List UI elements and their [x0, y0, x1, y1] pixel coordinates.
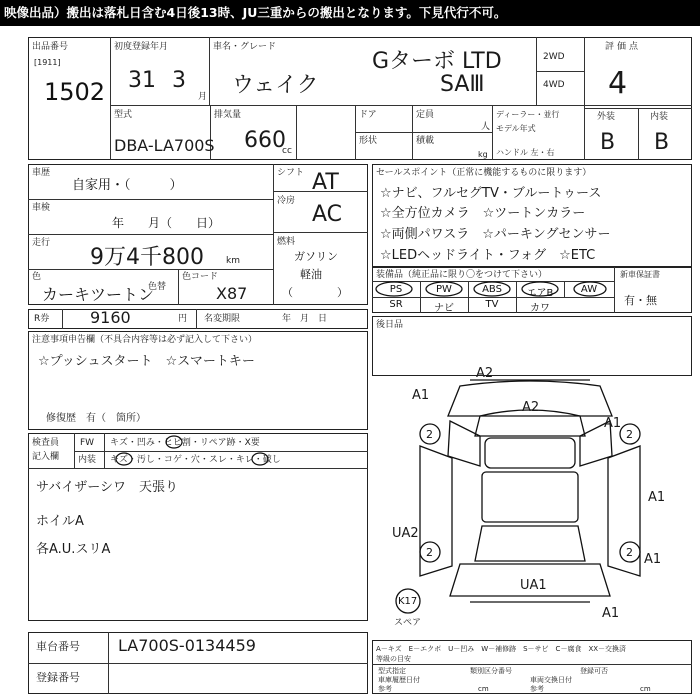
inspection-label: 車検 — [32, 203, 51, 213]
drive-4wd: 4WD — [543, 80, 565, 90]
car-left-side — [420, 446, 452, 576]
diagram-mark-a1-rear-right: A1 — [644, 552, 662, 567]
diagram-mark-a2-top: A2 — [476, 366, 494, 381]
diagram-mark-a2-roof: A2 — [522, 400, 540, 415]
equip-airbag: エアB — [526, 288, 554, 299]
car-cabin — [482, 472, 578, 522]
car-name: ウェイク — [232, 73, 319, 98]
paint-label: 色替 — [148, 282, 167, 292]
registration-month: 3 — [172, 68, 186, 93]
shape-label: 形状 — [359, 136, 378, 146]
equip-abs: ABS — [482, 284, 502, 295]
displacement-label: 排気量 — [214, 110, 242, 120]
fw-label: FW — [80, 438, 95, 448]
name-change-value: 年 月 日 — [282, 314, 328, 324]
registration-label: 初度登録年月 — [114, 42, 169, 52]
history-value: 自家用・（ ） — [72, 178, 183, 193]
equip-tv: TV — [485, 299, 499, 310]
fuel-value-1: ガソリン — [294, 250, 338, 263]
fuel-value-2: 軽油 — [300, 268, 322, 281]
model-year-label: モデル年式 — [496, 124, 536, 133]
equip-sr: SR — [389, 299, 403, 310]
recycle-unit: 円 — [178, 314, 188, 324]
notes-label: 注意事項申告欄（不具合内容等は必ず記入して下さい） — [32, 335, 258, 345]
mileage-unit: km — [226, 256, 240, 266]
equipment-label: 装備品（純正品に限り〇をつけて下さい） — [376, 270, 548, 280]
car-grade-2: SAⅢ — [440, 72, 485, 97]
model-value: DBA-LA700S — [114, 136, 215, 155]
tire-rr: 2 — [626, 546, 633, 559]
plate-label: 登録番号 — [36, 671, 80, 684]
name-change-label: 名変期限 — [204, 314, 241, 324]
chassis-value: LA700S-0134459 — [118, 636, 256, 655]
inspector-label-2: 記入欄 — [32, 452, 60, 462]
legend-r1-c1: 型式指定 — [378, 667, 406, 675]
legend-r3-c4: cm — [640, 685, 651, 693]
load-label: 積載 — [416, 136, 435, 146]
color-label: 色 — [32, 272, 42, 282]
equipment-circles — [372, 281, 614, 297]
circle-dent — [166, 436, 182, 448]
registration-month-unit: 月 — [198, 92, 208, 102]
after-sale-section — [372, 316, 692, 376]
displacement-value: 660 — [244, 128, 286, 153]
car-body-upper — [448, 421, 480, 466]
circle-pw — [426, 282, 462, 296]
shift-label: シフト — [277, 168, 305, 178]
diagram-mark-a1-right-side: A1 — [648, 490, 666, 505]
diagram-mark-ua2: UA2 — [392, 526, 419, 541]
tire-rl: 2 — [426, 546, 433, 559]
inspector-note-2: ホイルA — [36, 514, 84, 529]
equip-leather: カワ — [530, 303, 550, 314]
selling-points-label: セールスポイント（正常に機能するものに限ります） — [376, 168, 592, 178]
fuel-label: 燃料 — [277, 237, 296, 247]
circle-worn — [252, 453, 268, 465]
circle-scratch — [116, 453, 132, 465]
legend-line-1: A－キズ E－エクボ U－凹み W－補修跡 S－サビ C－腐食 XX－交換済 — [376, 645, 627, 653]
color-value: カーキツートン — [42, 285, 155, 304]
legend-r2-c2: 車両交換日付 — [530, 676, 572, 684]
legend-line-2: 等級の目安 — [376, 655, 411, 663]
score-label: 評価点 — [605, 42, 642, 52]
model-label: 型式 — [114, 110, 133, 120]
interior-check-items: キズ・汚し・コゲ・穴・スレ・キレ・破し — [110, 455, 281, 465]
fw-items: キズ・凹み・ヒビ割・リペア跡・X要 — [110, 438, 260, 448]
notes-text: ☆プッシュスタート ☆スマートキー — [38, 354, 255, 369]
legend-r1-c2: 類別区分番号 — [470, 667, 512, 675]
diagram-mark-ua1: UA1 — [520, 578, 547, 593]
legend-r3-c1: 参考 — [378, 685, 392, 693]
selling-point-2: ☆全方位カメラ ☆ツートンカラー — [380, 206, 586, 221]
capacity-label: 定員 — [416, 110, 435, 120]
inspector-note-1: サバイザーシワ 天張り — [36, 480, 178, 495]
aircon-value: AC — [312, 202, 343, 227]
after-sale-label: 後日品 — [376, 320, 404, 330]
diagram-mark-a1-top-left: A1 — [412, 388, 430, 403]
shift-value: AT — [312, 170, 339, 195]
selling-point-3: ☆両側パワスラ ☆パーキングセンサー — [380, 227, 611, 242]
lot-label: 出品番号 — [32, 42, 69, 52]
door-label: ドア — [359, 110, 377, 120]
fuel-paren: （ ） — [282, 286, 348, 299]
spare-value: K17 — [398, 596, 418, 607]
legend-r2-c1: 車庫履歴日付 — [378, 676, 420, 684]
legend-r3-c2: cm — [478, 685, 489, 693]
chassis-label: 車台番号 — [36, 640, 80, 653]
capacity-unit: 人 — [481, 122, 491, 132]
recycle-value: 9160 — [90, 308, 131, 327]
car-name-label: 車名・グレード — [213, 42, 277, 52]
header-notice: 映像出品）搬出は落札日含む4日後13時、JU三重からの搬出となります。下見代行不可。 — [0, 0, 700, 26]
load-unit: kg — [478, 150, 488, 159]
inspector-note-3: 各A.U.スリA — [36, 542, 111, 557]
selling-point-1: ☆ナビ、フルセグTV・ブルートゥース — [380, 186, 602, 201]
handle-label: ハンドル 左・右 — [496, 148, 555, 157]
inspector-label-1: 検査員 — [32, 438, 60, 448]
tire-fr: 2 — [626, 428, 633, 441]
circle-ps — [376, 282, 412, 296]
diagram-mark-a1-right: A1 — [604, 416, 622, 431]
color-code: X87 — [216, 284, 248, 303]
circle-abs — [474, 282, 510, 296]
circle-aw — [574, 282, 606, 296]
tire-fl: 2 — [426, 428, 433, 441]
recycle-label: R券 — [34, 314, 50, 324]
circle-airbag — [522, 282, 558, 296]
legend-r3-c3: 参考 — [530, 685, 544, 693]
repair-history: 修復歴 有（ 箇所） — [46, 413, 146, 424]
color-code-label: 色コード — [182, 272, 219, 282]
exterior-label: 外装 — [597, 112, 616, 122]
displacement-unit: cc — [282, 146, 292, 156]
spare-label: スペア — [394, 618, 422, 628]
new-car-warranty-value: 有・無 — [624, 294, 657, 307]
inspection-value: 年 月（ 日） — [112, 216, 221, 230]
equip-navi: ナビ — [434, 303, 454, 314]
dealer-label: ディーラー・並行 — [496, 110, 560, 119]
registration-year: 31 — [128, 68, 156, 93]
legend-r1-c3: 登録可否 — [580, 667, 608, 675]
equip-pw: PW — [436, 284, 452, 295]
interior-score: B — [654, 130, 670, 155]
car-right-side — [608, 446, 640, 576]
interior-check-label: 内装 — [78, 455, 97, 465]
diagram-mark-a1-rear: A1 — [602, 606, 620, 621]
score-value: 4 — [608, 66, 628, 101]
equip-ps: PS — [389, 284, 403, 295]
equip-aw: AW — [580, 284, 598, 295]
lot-number: 1502 — [44, 78, 106, 106]
car-grade-1: Gターボ LTD — [372, 49, 502, 74]
drive-2wd: 2WD — [543, 52, 565, 62]
selling-point-4: ☆LEDヘッドライト・フォグ ☆ETC — [380, 248, 596, 263]
new-car-warranty-label: 新車保証書 — [620, 270, 660, 279]
inspector-circles — [104, 433, 368, 468]
aircon-label: 冷房 — [277, 196, 296, 206]
exterior-score: B — [600, 130, 616, 155]
mileage-label: 走行 — [32, 238, 51, 248]
mileage-value: 9万4千800 — [90, 245, 204, 270]
car-rear-roof — [475, 526, 585, 561]
car-center-top — [485, 438, 575, 468]
interior-label: 内装 — [650, 112, 669, 122]
lot-sub: [1911] — [34, 58, 61, 67]
history-label: 車歴 — [32, 168, 51, 178]
